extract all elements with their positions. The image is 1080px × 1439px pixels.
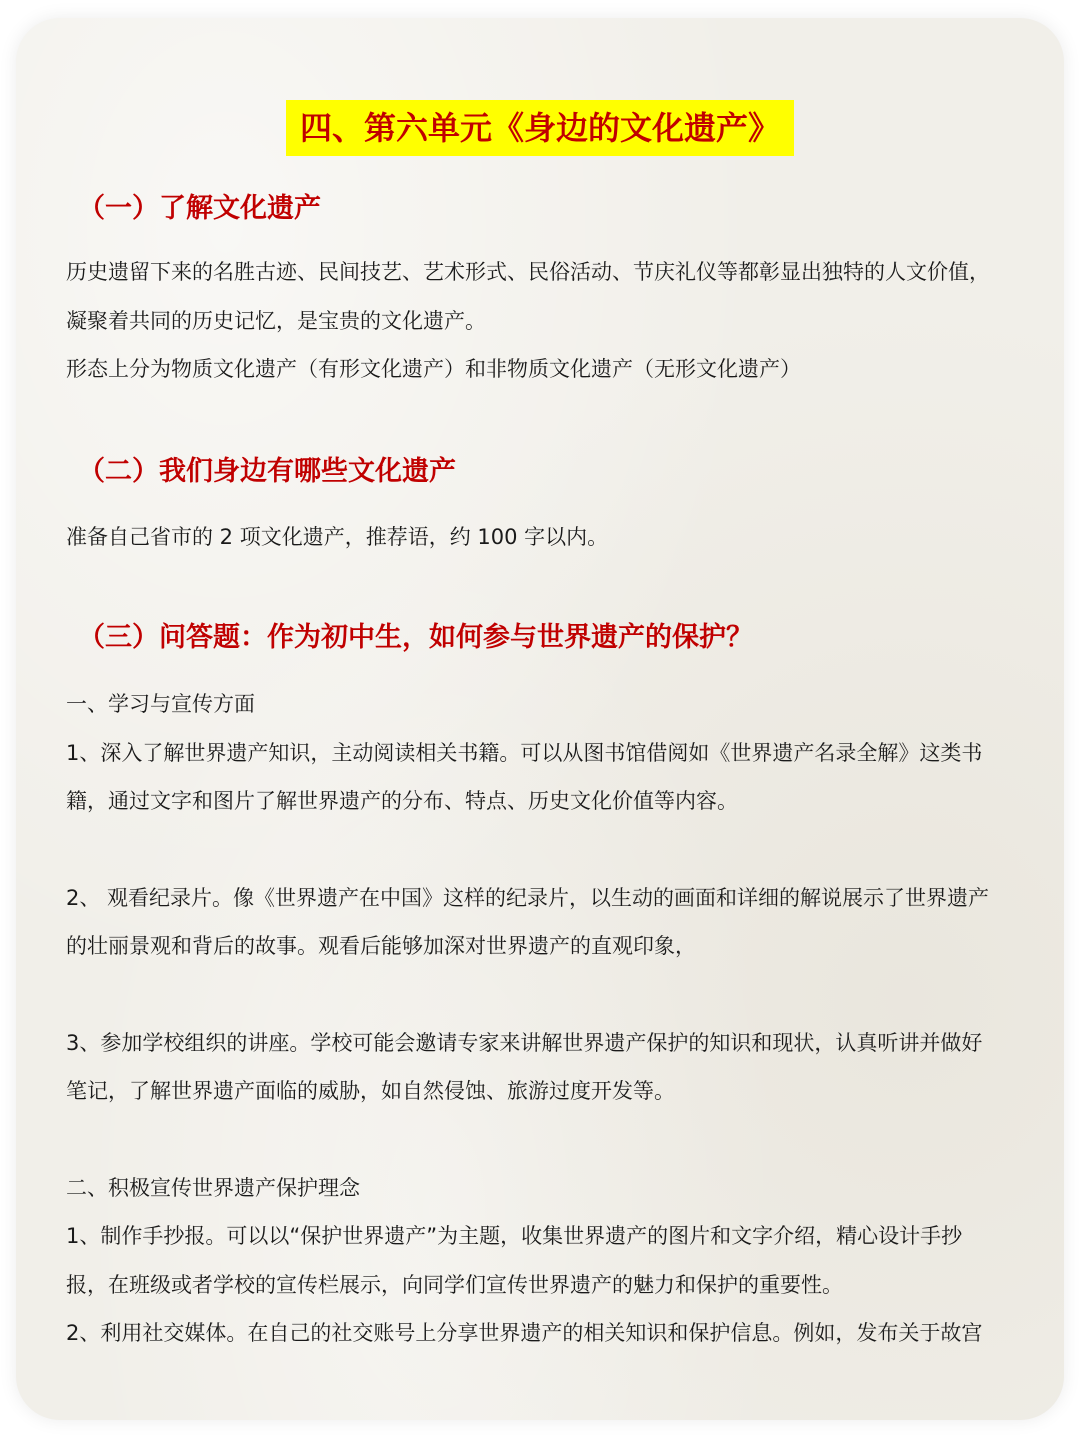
section-3-line-4: 2、 观看纪录片。像《世界遗产在中国》这样的纪录片，以生动的画面和详细的解说展示了世界遗产 [66,885,990,910]
page-title: 四、第六单元《身边的文化遗产》 [286,100,794,156]
section-3-line-10: 报，在班级或者学校的宣传栏展示，向同学们宣传世界遗产的魅力和保护的重要性。 [66,1272,843,1297]
section-3-heading: （三）问答题：作为初中生，如何参与世界遗产的保护？ [78,622,753,653]
section-3-line-9: 1、制作手抄报。可以以“保护世界遗产”为主题，收集世界遗产的图片和文字介绍，精心设计手抄 [66,1224,963,1248]
section-1-line-3: 形态上分为物质文化遗产（有形文化遗产）和非物质文化遗产（无形文化遗产） [66,357,801,381]
subheading-study: 一、学习与宣传方面 [66,692,255,716]
section-3-line-3: 籍，通过文字和图片了解世界遗产的分布、特点、历史文化价值等内容。 [66,789,738,813]
section-3-line-5: 的壮丽景观和背后的故事。观看后能够加深对世界遗产的直观印象， [66,934,696,958]
section-3-line-11: 2、利用社交媒体。在自己的社交账号上分享世界遗产的相关知识和保护信息。例如，发布关于故宫 [66,1321,983,1345]
section-1-body [66,248,1026,394]
section-1-heading: （一）了解文化遗产 [78,193,321,224]
section-2-body [66,513,1026,562]
section-3-body [66,680,1026,1358]
section-2-line-1: 准备自己省市的 2 项文化遗产，推荐语，约 100 字以内。 [66,525,609,549]
section-3-line-6: 3、参加学校组织的讲座。学校可能会邀请专家来讲解世界遗产保护的知识和现状，认真听讲并做好 [66,1030,983,1055]
section-1-line-1: 历史遗留下来的名胜古迹、民间技艺、艺术形式、民俗活动、节庆礼仪等都彰显出独特的人文价值， [66,260,990,284]
section-3-line-2: 1、深入了解世界遗产知识，主动阅读相关书籍。可以从图书馆借阅如《世界遗产名录全解》这类书 [66,740,983,765]
section-3-line-7: 笔记，了解世界遗产面临的威胁，如自然侵蚀、旅游过度开发等。 [66,1079,675,1103]
note-card [16,18,1064,1420]
section-1-line-2: 凝聚着共同的历史记忆，是宝贵的文化遗产。 [66,308,486,333]
title-wrap [16,100,1064,156]
section-2-heading: （二）我们身边有哪些文化遗产 [78,456,456,487]
subheading-promote: 二、积极宣传世界遗产保护理念 [66,1175,360,1200]
